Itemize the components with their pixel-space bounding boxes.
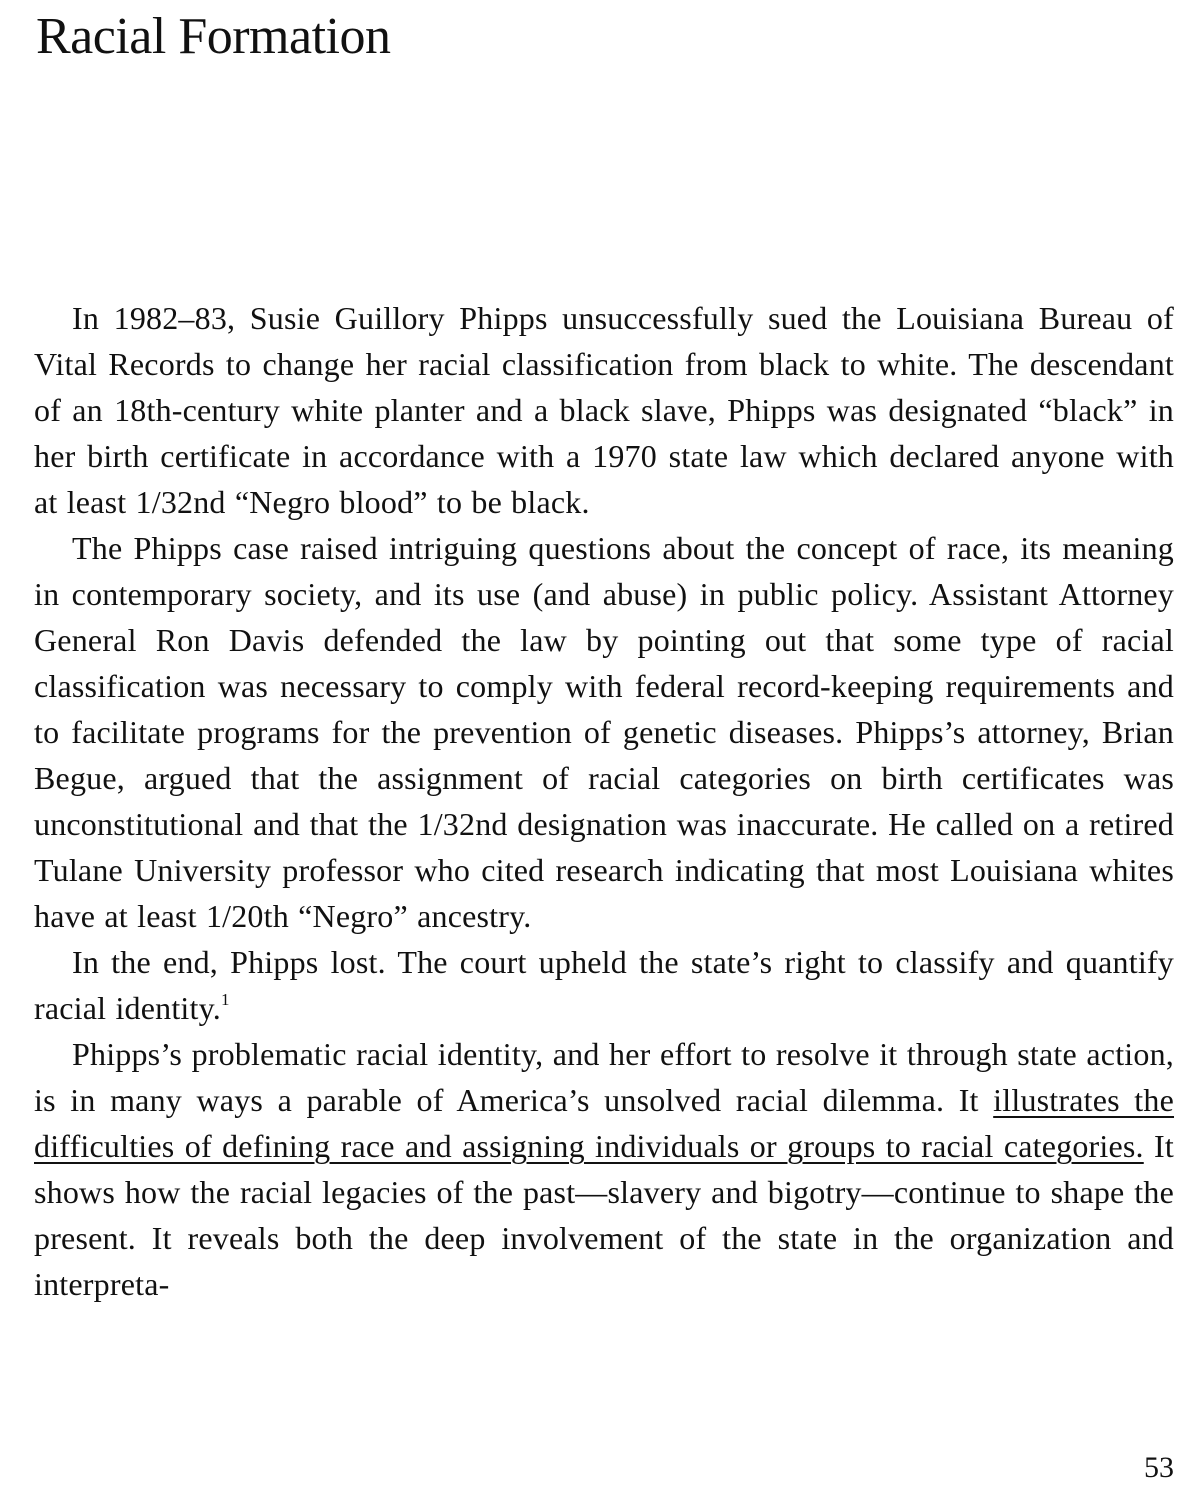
- paragraph-4: [34, 1031, 1174, 1307]
- body-text: [34, 295, 1174, 1307]
- page-number: 53: [1144, 1451, 1174, 1484]
- underlined-passage: illustrates the difficulties of defining race and assigning individuals or groups to racial categories.: [34, 1082, 1175, 1164]
- paragraph-3-text: In the end, Phipps lost. The court upheld the state’s right to classify and quantify racial identity.: [34, 944, 1174, 1026]
- paragraph-4-text-end: It shows how the racial legacies of the past—slavery and bigotry—continue to shape the present. It reveals both the deep involvement of the state in the organization and interpreta-: [34, 1128, 1174, 1302]
- paragraph-1: In 1982–83, Susie Guillory Phipps unsuccessfully sued the Louisiana Bureau of Vital Records to change her racial classification from black to white. The descendant of an 18th-century white planter and a black slave, Phipps was designated “black” in her birth certificate in accordance with a 1970 state law which declared anyone with at least 1/32nd “Negro blood” to be black.: [34, 300, 1174, 520]
- paragraph-4-text-start: Phipps’s problematic racial identity, and her effort to resolve it through state action, is in many ways a parable of America’s unsolved racial dilemma. It: [34, 1036, 1174, 1118]
- paragraph-2: The Phipps case raised intriguing questions about the concept of race, its meaning in contemporary society, and its use (and abuse) in public policy. Assistant Attorney General Ron Davis defended the law by pointing out that some type of racial classification was necessary to comply with federal record-keeping requirements and to facilitate programs for the prevention of genetic diseases. Phipps’s attorney, Brian Begue, argued that the assignment of racial categories on birth certificates was unconstitutional and that the 1/32nd designation was inaccurate. He called on a retired Tulane University professor who cited research indicating that most Louisiana whites have at least 1/20th “Negro” ancestry.: [34, 530, 1174, 934]
- paragraph-3: [34, 939, 1174, 1031]
- footnote-marker: 1: [220, 990, 230, 1009]
- chapter-title: Racial Formation: [36, 8, 391, 65]
